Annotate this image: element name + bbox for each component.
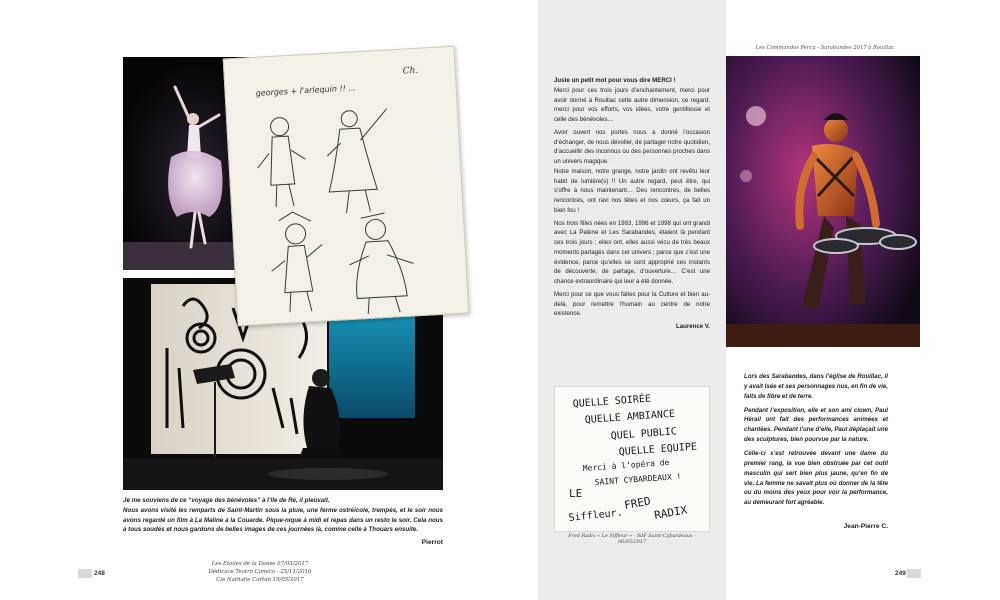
- note-signoff: RADIX: [653, 503, 689, 522]
- right-page-story: [744, 372, 888, 512]
- page-number-right: 249: [895, 570, 906, 577]
- left-caption-body: Nous avons visité les remparts de Saint-Martin sous la pluie, une ferme ostréicole, trempés, et le soir nous avons regardé un film à La Maline à la Couarde. Pique-nique à midi et repas dans un resto le soir. Cela nous a tous soudés et nous gardons de belles images de ces journées là, comme celle à Thouars ensuite.: [123, 506, 443, 534]
- percussionist-performance-photo: [726, 56, 920, 347]
- letter-paragraph: Nos trois filles nées en 1993, 1996 et 1998 qui ont grandi avec La Palène et Les Sarabandes, étaient là pendant ces trois jours ; elles ont, elles aussi vécu de très beaux moments partagés dans cet univers ; parce que c’est une évidence, parce qu’elles se sont approprié ces instants de découverte, de partage, d’ouverture… C’est une chance extraordinaire qui leur a été donnée.: [554, 219, 710, 285]
- left-caption-signature: Pierrot: [421, 539, 443, 546]
- note-line: QUELLE AMBIANCE: [584, 408, 676, 426]
- right-story-signature: Jean-Pierre C.: [843, 523, 888, 530]
- comedy-sketch-drawing: [223, 46, 470, 327]
- note-line: QUELLE SOIRÉE: [572, 393, 652, 410]
- footer-credit-line: Les Etoiles de la Danse 07/03/2017: [211, 561, 309, 567]
- handwritten-note-image: [554, 386, 710, 532]
- sketch-caption: georges + l'arlequin !! ...: [255, 83, 357, 98]
- note-line: SAINT CYBARDEAUX !: [594, 471, 682, 487]
- note-line: Merci à l’opéra de: [582, 457, 670, 473]
- left-caption-lead: Je me souviens de ce “voyage des bénévoles” à l’île de Ré, il pleuvait.: [123, 497, 330, 504]
- note-signoff: FRED: [623, 494, 652, 512]
- sketch-signature: Ch.: [402, 65, 419, 77]
- letter-paragraph: Merci pour ces trois jours d’enchantement, merci pour avoir donné à Rouillac cette autre dimension, ce regard, merci pour vos efforts, vos idées, votre gentillesse et celle des bénévoles…: [554, 86, 710, 123]
- footer-credit-line: Dédicace Teatro Comico - 25/11/2016: [208, 568, 312, 575]
- letter-paragraph: Notre maison, notre grange, notre jardin ont revêtu leur habit de lumière(s) !! Un autre regard, peut être, qui s’offre à nous maintenant… Des rencontres, de belles rencontres, ont ravi nos têtes et nos cœurs, ça fait un bien fou !: [554, 167, 710, 214]
- thank-you-letter: [554, 76, 710, 335]
- note-line: QUEL PUBLIC: [610, 426, 678, 442]
- letter-paragraph: Juste un petit mot pour vous dire MERCI !: [554, 77, 676, 84]
- story-paragraph: Pendant l’exposition, elle et son ami clown, Paul Hérail ont fait des performances animées et chantées. Pendant l’une d’elle, Paul déplaçait une des sculptures, bien pourvue par la nature.: [744, 406, 888, 444]
- left-photo-caption: [123, 496, 443, 535]
- note-signoff: Siffleur.: [568, 507, 624, 524]
- page-number-tab-left: [78, 569, 92, 578]
- handwritten-note-caption: Fred Radix « Le Siffleur » - SdF Saint-Cybardeaux - 06/05/2017: [568, 533, 696, 545]
- story-paragraph: Lors des Sarabandes, dans l’église de Rouillac, il y avait Isée et ses personnages nus, en fin de vie, faits de fibre et de terre.: [744, 373, 888, 400]
- story-paragraph: Celle-ci s’est retrouvée devant une dame du premier rang, la vue bien obstruée par cet outil masculin qui sert bien plus jaune, qu’en fin de vie. La femme ne savait plus où donner de la tête ou du moins des yeux pour voir la performance, au demeurant fort agréable.: [744, 450, 888, 507]
- footer-credit-line: Cie Nathalie Cortan 19/05/2017: [216, 576, 304, 583]
- letter-signature: Laurence V.: [676, 323, 710, 330]
- running-head: Les Commandos Percu - Sarabandes 2017 à Rouillac: [755, 45, 895, 51]
- footer-photo-credits: [160, 561, 360, 584]
- page-number-left: 248: [94, 570, 105, 577]
- letter-paragraph: Avoir ouvert nos portes nous a donné l’occasion d’échanger, de nous dévoiler, de partager notre quotidien, d’accueillir des inconnus ou des personnes proches dans un univers magique.: [554, 128, 710, 165]
- note-signoff: LE: [569, 487, 583, 500]
- note-line: QUELLE EQUIPE: [618, 441, 698, 458]
- letter-paragraph: Merci pour ce que vous faites pour la Culture et bien au-delà, pour remettre l’humain au centre de notre existence.: [554, 290, 710, 318]
- page-number-tab-right: [907, 569, 921, 578]
